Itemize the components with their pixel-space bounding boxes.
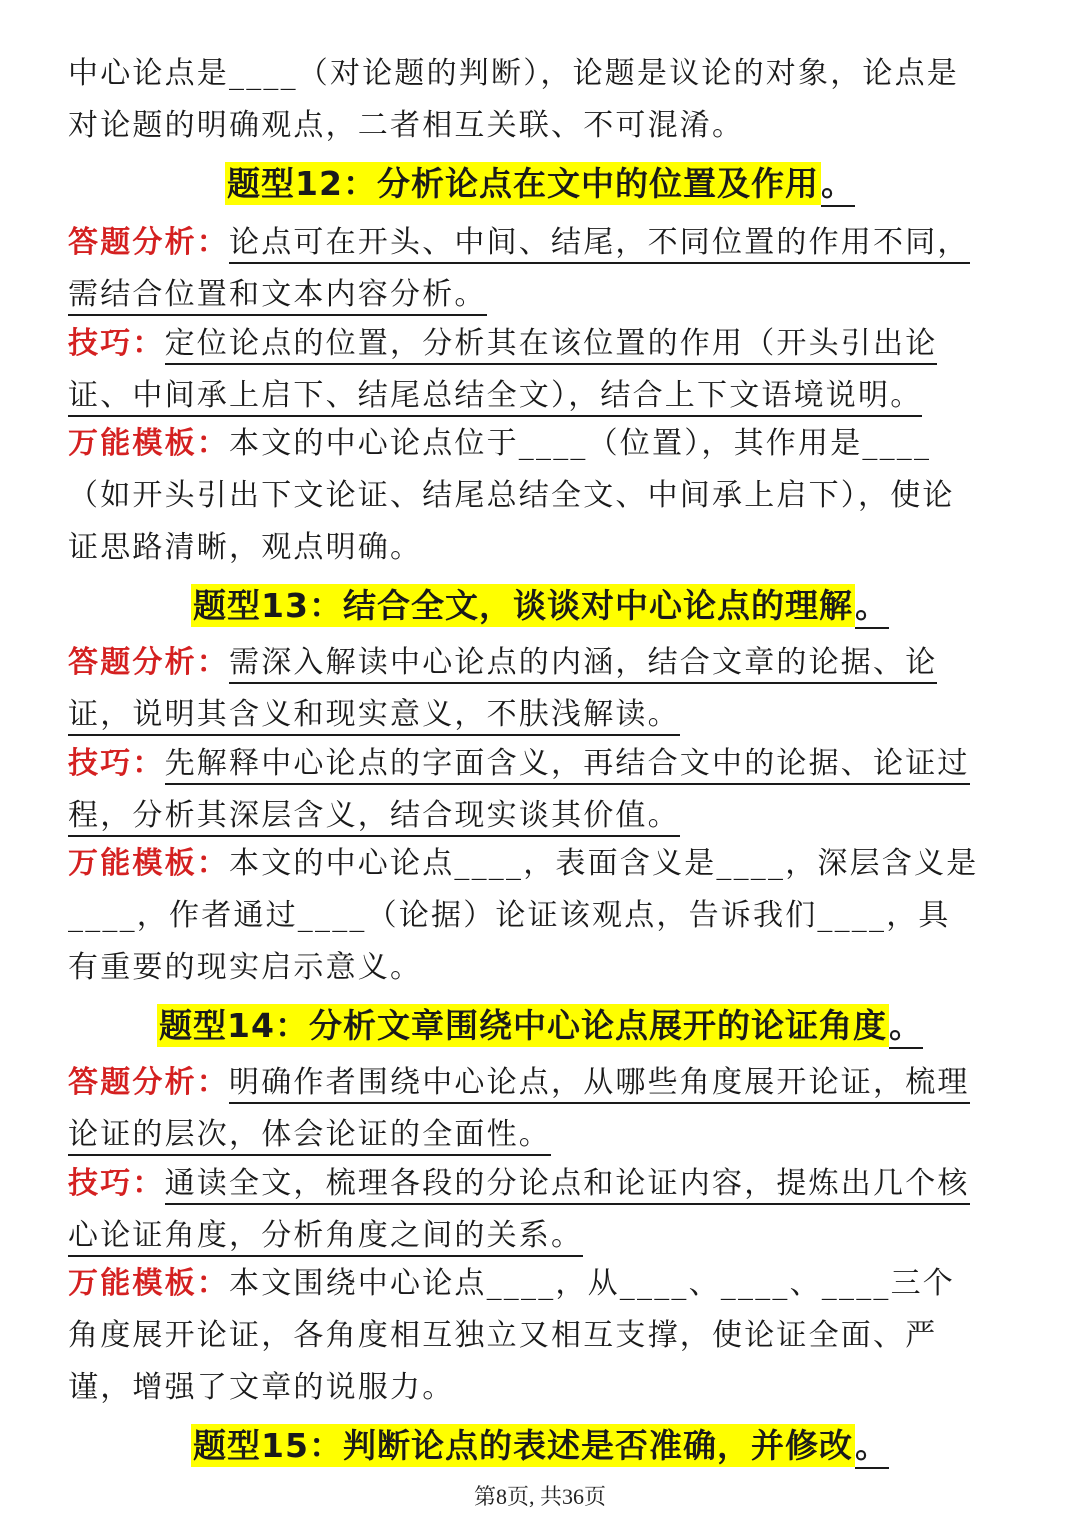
section-12-title: 题型12：分析论点在文中的位置及作用 [227,164,819,203]
section-13-title-tail: 。 [855,586,889,629]
section-14-heading [0,1004,1080,1048]
section-13-heading [0,584,1080,628]
section-14-title-tail: 。 [889,1006,923,1049]
analysis-label: 答题分析： [68,225,229,260]
section-13-analysis [68,637,982,741]
section-15-title: 题型15：判断论点的表述是否准确，并修改 [193,1426,853,1465]
template-label: 万能模板： [68,846,229,881]
analysis-text: 论点可在开头、中间、结尾，不同位置的作用不同，需结合位置和文本内容分析。 [68,225,970,316]
analysis-label: 答题分析： [68,1065,229,1100]
template-text: 本文的中心论点____，表面含义是____，深层含义是____，作者通过____（论据）论证该观点，告诉我们____，具有重要的现实启示意义。 [68,846,979,985]
section-13-template [68,838,982,994]
section-14-template [68,1258,982,1414]
tip-text: 先解释中心论点的字面含义，再结合文中的论据、论证过程，分析其深层含义，结合现实谈其价值。 [68,746,970,837]
template-text: 本文的中心论点位于____（位置），其作用是____（如开头引出下文论证、结尾总结全文、中间承上启下），使论证思路清晰，观点明确。 [68,426,955,565]
section-14-title: 题型14：分析文章围绕中心论点展开的论证角度 [159,1006,887,1045]
tip-text: 通读全文，梳理各段的分论点和论证内容，提炼出几个核心论证角度，分析角度之间的关系。 [68,1166,970,1257]
section-14-analysis [68,1057,982,1161]
tip-label: 技巧： [68,746,165,781]
analysis-label: 答题分析： [68,645,229,680]
section-15-title-tail: 。 [855,1426,889,1469]
section-12-title-tail: 。 [821,164,855,207]
tip-text: 定位论点的位置，分析其在该位置的作用（开头引出论证、中间承上启下、结尾总结全文），结合上下文语境说明。 [68,326,937,417]
analysis-text: 需深入解读中心论点的内涵，结合文章的论据、论证，说明其含义和现实意义，不肤浅解读。 [68,645,937,736]
page-number: 第8页, 共36页 [473,1484,606,1509]
template-label: 万能模板： [68,1266,229,1301]
tip-label: 技巧： [68,326,165,361]
section-13-tip [68,738,982,842]
page-number-footer [0,1482,1080,1512]
section-12-tip [68,318,982,422]
section-12-analysis [68,217,982,321]
template-text: 本文围绕中心论点____，从____、____、____三个角度展开论证，各角度相互独立又相互支撑，使论证全面、严谨，增强了文章的说服力。 [68,1266,955,1405]
section-12-template [68,418,982,574]
section-15-heading [0,1424,1080,1468]
intro-paragraph [68,48,982,152]
tip-label: 技巧： [68,1166,165,1201]
section-14-tip [68,1158,982,1262]
section-13-title: 题型13：结合全文，谈谈对中心论点的理解 [193,586,853,625]
intro-text: 中心论点是____（对论题的判断），论题是议论的对象，论点是对论题的明确观点，二者相互关联、不可混淆。 [68,56,959,143]
analysis-text: 明确作者围绕中心论点，从哪些角度展开论证，梳理论证的层次，体会论证的全面性。 [68,1065,970,1156]
template-label: 万能模板： [68,426,229,461]
section-12-heading [0,162,1080,206]
